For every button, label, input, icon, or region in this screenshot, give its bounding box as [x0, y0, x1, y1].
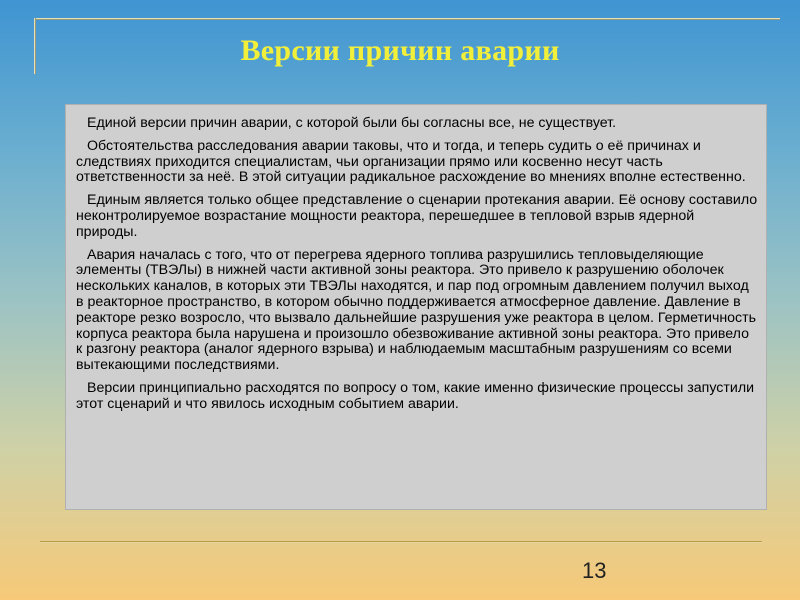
paragraph: Единой версии причин аварии, с которой были бы согласны все, не существует. — [87, 115, 617, 131]
paragraph: Авария началась с того, что от перегрева ядерного топлива разрушились тепловыделяющие элементы (ТВЭЛы) в нижней части активной зоны реактора. Это привело к разрушению оболочек нескольких каналов, в которых эти ТВЭЛы находятся, и пар под огромным давлением получил выход в реакторное пространство, в котором обычно поддерживается атмосферное давление. Давление в реакторе резко возросло, что вызвало дальнейшие разрушения уже реактора в целом. Герметичность корпуса реактора была нарушена и произошло обезвоживание активной зоны реактора. Это привело к разгону реактора (аналог ядерного взрыва) и наблюдаемым масштабным разрушениям со всеми вытекающими последствиями. — [76, 246, 757, 374]
slide-body — [76, 116, 758, 420]
paragraph: Обстоятельства расследования аварии таковы, что и тогда, и теперь судить о её причинах и следствиях приходится специалистам, чьи организации прямо или косвенно несут часть ответственности за неё. В этой ситуации радикальное расхождение во мнениях вполне естественно. — [76, 137, 746, 186]
page-number: 13 — [582, 558, 607, 583]
slide-title: Версии причин аварии — [240, 34, 560, 67]
paragraph: Версии принципиально расходятся по вопросу о том, какие именно физические процессы запустили этот сценарий и что явилось исходным событием аварии. — [76, 379, 755, 412]
paragraph: Единым является только общее представление о сценарии протекания аварии. Её основу составило неконтролируемое возрастание мощности реактора, перешедшее в тепловой взрыв ядерной природы. — [76, 192, 758, 240]
footer-divider — [40, 541, 762, 543]
decorative-frame-top — [34, 18, 780, 20]
